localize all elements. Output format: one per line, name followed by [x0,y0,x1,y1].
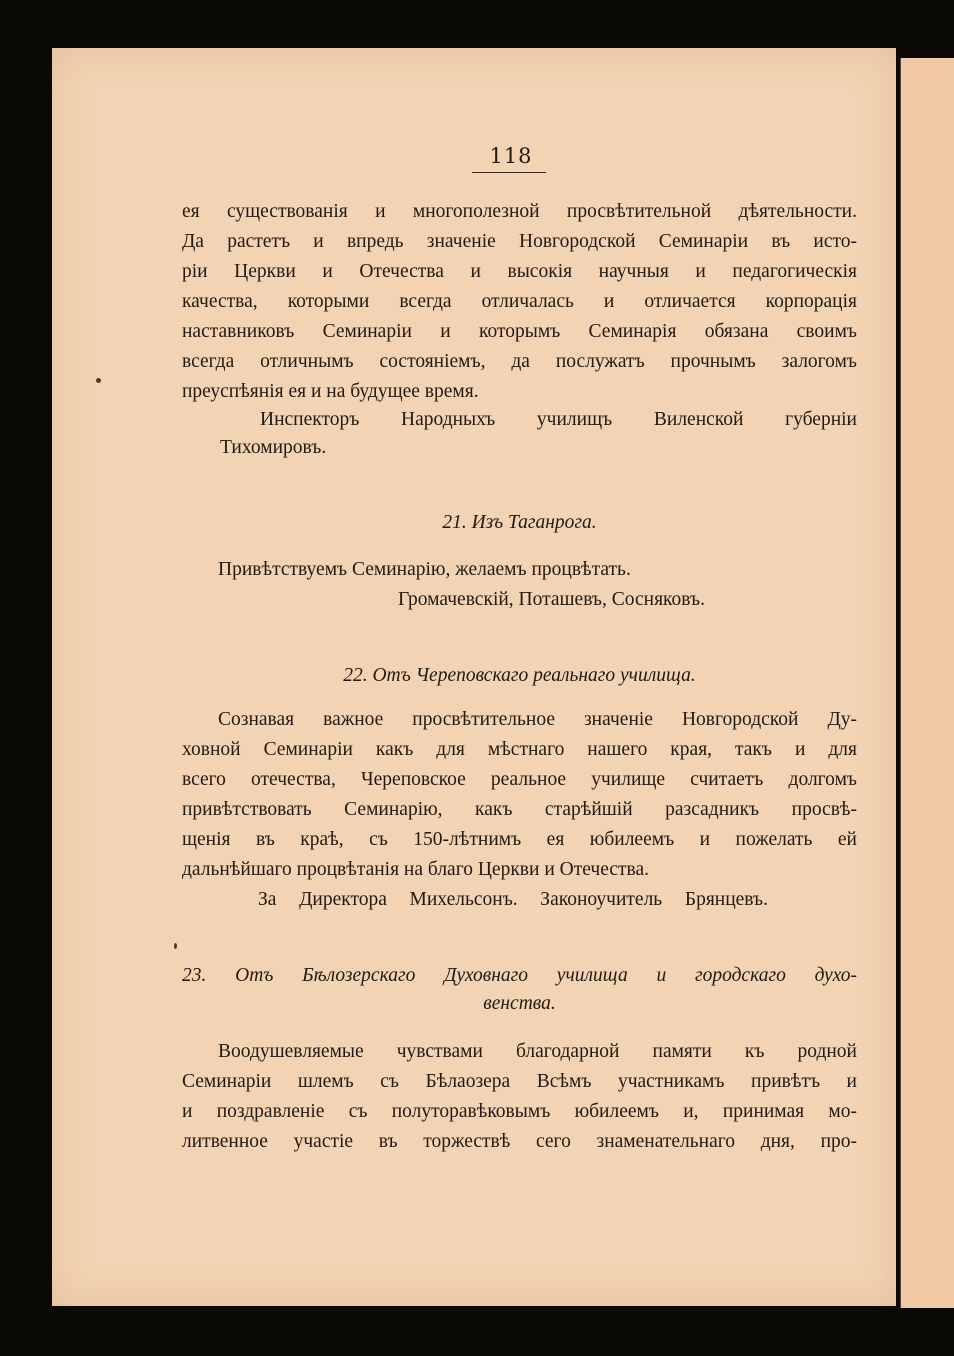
scan-speck [174,943,177,949]
text-line: дальнѣйшаго процвѣтанія на благо Церкви и Отечества. [182,859,650,880]
text-line: привѣтствовать Семинарію, какъ старѣйшій разсадникъ просвѣ- [182,799,857,820]
adjacent-page-edge [900,58,954,1308]
section-heading-21: 21. Изъ Таганрога. [442,512,597,533]
text-line: щенія въ краѣ, съ 150-лѣтнимъ ея юбилеемъ и пожелать ей [182,829,857,850]
signature-name: Тихомировъ. [220,437,327,458]
scan-speck [96,378,101,383]
text-line: ховной Семинаріи какъ для мѣстнаго нашего края, такъ и для [182,739,857,760]
text-line: Воодушевляемые чувствами благодарной памяти къ родной [218,1041,857,1062]
section-heading-23: 23. Отъ Бѣлозерскаго Духовнаго училища и городскаго духо- [182,965,857,986]
section-heading-22: 22. Отъ Череповскаго реальнаго училища. [343,665,696,686]
book-page [52,48,896,1306]
text-line: всегда отличнымъ состояніемъ, да послужатъ прочнымъ залогомъ [182,351,857,372]
text-line: Привѣтствуемъ Семинарію, желаемъ процвѣтать. [218,559,631,580]
text-line: Да растетъ и впредь значеніе Новгородской Семинаріи въ исто- [182,231,857,252]
text-line: наставниковъ Семинаріи и которымъ Семинарія обязана своимъ [182,321,857,342]
text-line: ея существованія и многополезной просвѣтительной дѣятельности. [182,201,857,222]
text-line: и поздравленіе съ полуторавѣковымъ юбилеемъ и, принимая мо- [182,1101,857,1122]
text-line: Семинаріи шлемъ съ Бѣлаозера Всѣмъ участникамъ привѣтъ и [182,1071,857,1092]
text-line: ріи Церкви и Отечества и высокія научныя и педагогическія [182,261,857,282]
text-line: качества, которыми всегда отличалась и отличается корпорація [182,291,857,312]
signature-line: Громачевскій, Поташевъ, Сосняковъ. [398,589,705,610]
signature-line: За Директора Михельсонъ. Законоучитель Брянцевъ. [258,889,768,910]
section-heading-23-cont: венства. [483,993,556,1014]
text-line: литвенное участіе въ торжествѣ сего знаменательнаго дня, про- [182,1131,857,1152]
page-number-rule [472,172,546,173]
text-line: Сознавая важное просвѣтительное значеніе Новгородской Ду- [218,709,857,730]
page-number: 118 [489,144,533,168]
signature-line: Инспекторъ Народныхъ училищъ Виленской губерніи [260,409,857,430]
text-line: преуспѣянія ея и на будущее время. [182,381,479,402]
text-line: всего отечества, Череповское реальное училище считаетъ долгомъ [182,769,857,790]
